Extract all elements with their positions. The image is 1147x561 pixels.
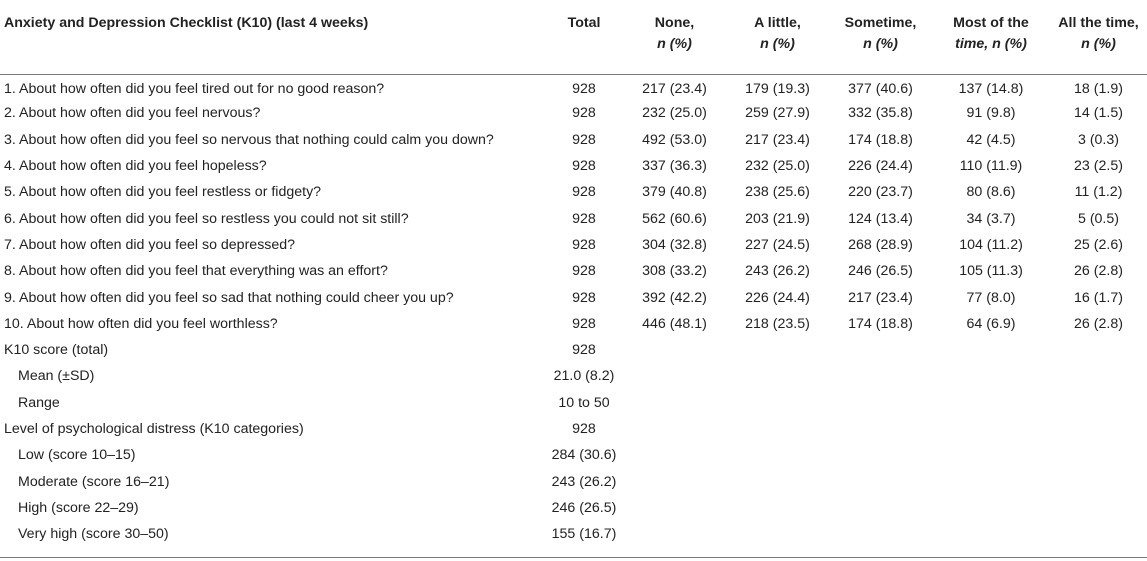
item-row	[0, 179, 1147, 205]
summary-label: Moderate (score 16–21)	[18, 473, 170, 490]
header-most-time	[932, 0, 1050, 74]
item-none: 492 (53.0)	[642, 131, 707, 148]
item-label: 4. About how often did you feel hopeless?	[4, 158, 267, 175]
item-label: 9. About how often did you feel so sad that nothing could cheer you up?	[4, 289, 454, 306]
item-most-time: 77 (8.0)	[966, 289, 1016, 306]
summary-total: 21.0 (8.2)	[553, 368, 615, 385]
header-most-time-line1: Most of the	[953, 15, 1029, 31]
header-none	[623, 0, 726, 74]
item-all-time: 23 (2.5)	[1074, 158, 1123, 175]
item-a-little: 259 (27.9)	[745, 105, 810, 122]
item-row	[0, 153, 1147, 179]
item-none: 337 (36.3)	[642, 158, 707, 175]
header-all-time	[1050, 0, 1147, 74]
summary-total: 928	[572, 342, 596, 359]
item-total: 928	[572, 131, 596, 148]
header-none-line2: n (%)	[657, 36, 692, 52]
summary-row	[0, 521, 1147, 547]
item-total: 928	[572, 315, 596, 332]
item-none: 217 (23.4)	[642, 81, 707, 98]
item-label: 5. About how often did you feel restless or fidgety?	[4, 184, 322, 201]
item-sometime: 124 (13.4)	[848, 210, 913, 227]
item-a-little: 232 (25.0)	[745, 158, 810, 175]
summary-label: Level of psychological distress (K10 categories)	[4, 421, 304, 437]
header-sometime-line2: n (%)	[863, 36, 898, 52]
item-a-little: 203 (21.9)	[745, 210, 810, 227]
summary-row	[0, 416, 1147, 442]
item-all-time: 14 (1.5)	[1074, 105, 1123, 122]
item-all-time: 25 (2.6)	[1074, 236, 1123, 253]
item-sometime: 268 (28.9)	[848, 236, 913, 253]
item-row	[0, 232, 1147, 258]
summary-total: 155 (16.7)	[551, 526, 617, 543]
summary-total: 246 (26.5)	[551, 499, 617, 516]
item-none: 308 (33.2)	[642, 263, 707, 280]
item-all-time: 18 (1.9)	[1074, 81, 1123, 98]
item-a-little: 227 (24.5)	[745, 236, 810, 253]
header-total: Total	[545, 0, 623, 74]
item-most-time: 64 (6.9)	[966, 315, 1016, 332]
item-all-time: 3 (0.3)	[1077, 131, 1119, 148]
item-label: 6. About how often did you feel so restless you could not sit still?	[4, 210, 409, 227]
item-sometime: 217 (23.4)	[848, 289, 913, 306]
summary-label: High (score 22–29)	[18, 499, 139, 516]
summary-label: K10 score (total)	[4, 342, 109, 359]
item-label: 2. About how often did you feel nervous?	[4, 105, 261, 122]
table-bottom-rule	[0, 557, 1147, 558]
item-sometime: 174 (18.8)	[848, 315, 913, 332]
summary-label: Low (score 10–15)	[18, 447, 136, 464]
item-most-time: 104 (11.2)	[959, 236, 1023, 253]
summary-row	[0, 468, 1147, 494]
summary-total: 928	[572, 421, 596, 437]
item-most-time: 80 (8.6)	[966, 184, 1016, 201]
header-sometime-line1: Sometime,	[844, 15, 917, 31]
item-sometime: 226 (24.4)	[848, 158, 913, 175]
item-a-little: 179 (19.3)	[745, 81, 810, 98]
summary-row	[0, 363, 1147, 389]
item-total: 928	[572, 184, 596, 201]
summary-row	[0, 390, 1147, 416]
item-label: 8. About how often did you feel that everything was an effort?	[4, 263, 388, 280]
item-a-little: 243 (26.2)	[745, 263, 810, 280]
item-a-little: 217 (23.4)	[745, 131, 810, 148]
header-row	[0, 0, 1147, 74]
item-total: 928	[572, 105, 596, 122]
item-row	[0, 311, 1147, 337]
summary-total: 243 (26.2)	[551, 473, 617, 490]
item-a-little: 238 (25.6)	[745, 184, 810, 201]
item-row	[0, 127, 1147, 153]
item-label: 1. About how often did you feel tired out for no good reason?	[4, 81, 385, 98]
header-none-line1: None,	[654, 15, 695, 31]
item-total: 928	[572, 81, 596, 98]
item-row	[0, 205, 1147, 231]
summary-row	[0, 337, 1147, 363]
item-label: 7. About how often did you feel so depressed?	[4, 236, 296, 253]
item-sometime: 246 (26.5)	[848, 263, 913, 280]
item-total: 928	[572, 289, 596, 306]
summary-total: 10 to 50	[558, 394, 610, 411]
summary-label: Range	[18, 394, 60, 411]
item-all-time: 16 (1.7)	[1074, 289, 1123, 306]
item-none: 379 (40.8)	[642, 184, 707, 201]
item-none: 446 (48.1)	[642, 315, 707, 332]
item-sometime: 332 (35.8)	[848, 105, 913, 122]
header-a-little	[726, 0, 829, 74]
item-total: 928	[572, 158, 596, 175]
item-row	[0, 74, 1147, 100]
item-row	[0, 284, 1147, 310]
item-most-time: 105 (11.3)	[959, 263, 1023, 280]
summary-total: 284 (30.6)	[551, 447, 617, 464]
item-total: 928	[572, 236, 596, 253]
item-most-time: 137 (14.8)	[958, 81, 1024, 98]
item-most-time: 110 (11.9)	[959, 158, 1023, 175]
item-row	[0, 258, 1147, 284]
item-sometime: 377 (40.6)	[848, 81, 913, 98]
item-a-little: 226 (24.4)	[745, 289, 810, 306]
item-all-time: 5 (0.5)	[1077, 210, 1119, 227]
item-sometime: 174 (18.8)	[848, 131, 913, 148]
item-label: 3. About how often did you feel so nervous that nothing could calm you down?	[4, 131, 494, 148]
item-none: 392 (42.2)	[642, 289, 707, 306]
item-label: 10. About how often did you feel worthless?	[4, 315, 278, 332]
item-all-time: 26 (2.8)	[1074, 263, 1123, 280]
item-none: 232 (25.0)	[642, 105, 707, 122]
header-a-little-line1: A little,	[754, 15, 801, 31]
item-a-little: 218 (23.5)	[745, 315, 810, 332]
header-a-little-line2: n (%)	[760, 36, 795, 52]
item-most-time: 42 (4.5)	[966, 131, 1016, 148]
item-none: 562 (60.6)	[642, 210, 707, 227]
summary-row	[0, 442, 1147, 468]
item-sometime: 220 (23.7)	[848, 184, 913, 201]
summary-label: Mean (±SD)	[18, 368, 95, 385]
header-sometime	[829, 0, 932, 74]
summary-label: Very high (score 30–50)	[18, 526, 169, 543]
item-most-time: 91 (9.8)	[966, 105, 1016, 122]
header-title: Anxiety and Depression Checklist (K10) (last 4 weeks)	[0, 0, 545, 74]
item-none: 304 (32.8)	[642, 236, 707, 253]
item-row	[0, 100, 1147, 126]
item-most-time: 34 (3.7)	[966, 210, 1016, 227]
header-all-time-line2: n (%)	[1081, 36, 1116, 52]
item-all-time: 26 (2.8)	[1074, 315, 1123, 332]
item-total: 928	[572, 263, 596, 280]
summary-row	[0, 495, 1147, 521]
header-most-time-line2: time, n (%)	[955, 36, 1027, 52]
header-all-time-line1: All the time,	[1058, 15, 1139, 31]
item-total: 928	[572, 210, 596, 227]
item-all-time: 11 (1.2)	[1074, 184, 1123, 201]
